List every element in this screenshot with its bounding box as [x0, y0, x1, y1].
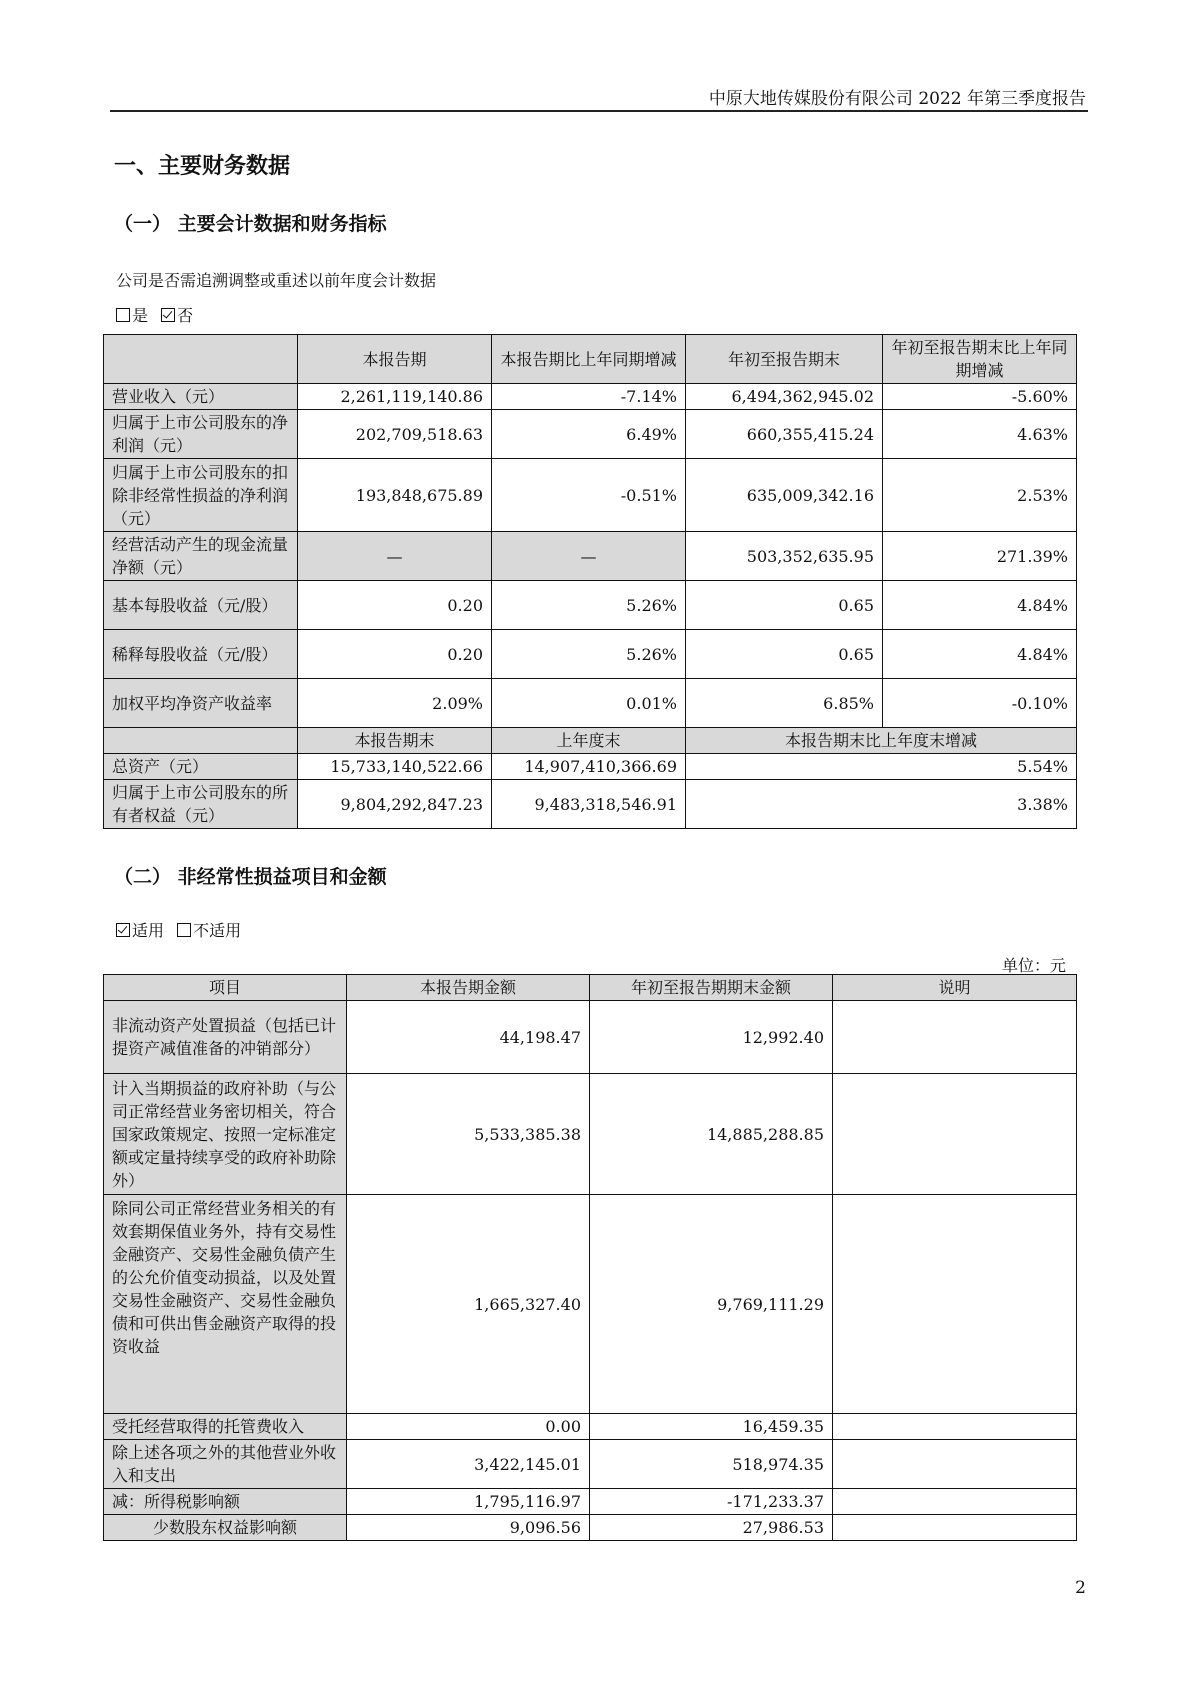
table-header-cell: 项目 [104, 975, 347, 1001]
table-cell: 5.26% [492, 630, 686, 679]
checkbox-apply-checked-icon[interactable] [116, 923, 130, 937]
table-header-cell: 本报告期金额 [347, 975, 590, 1001]
table-row [104, 532, 1077, 581]
table-subheader-cell: 本报告期末 [298, 728, 492, 754]
table-cell: 193,848,675.89 [298, 459, 492, 532]
table-cell: 44,198.47 [347, 1001, 590, 1074]
table-row [104, 630, 1077, 679]
table-cell [833, 1074, 1077, 1195]
table-row [104, 780, 1077, 829]
row-label: 总资产（元） [104, 754, 298, 780]
table-header-row [104, 335, 1077, 384]
table-cell: 202,709,518.63 [298, 410, 492, 459]
table-cell: -7.14% [492, 384, 686, 410]
table-cell: 4.84% [883, 581, 1077, 630]
table-cell: 518,974.35 [590, 1440, 833, 1489]
row-label: 计入当期损益的政府补助（与公司正常经营业务密切相关，符合国家政策规定、按照一定标准定额或定量持续享受的政府补助除外） [104, 1074, 347, 1195]
row-label: 少数股东权益影响额 [104, 1515, 347, 1541]
table-cell: -5.60% [883, 384, 1077, 410]
table-row [104, 1489, 1077, 1515]
table-row [104, 581, 1077, 630]
table-cell: 271.39% [883, 532, 1077, 581]
checkbox-not-apply-icon[interactable] [177, 923, 191, 937]
table-cell: -0.10% [883, 679, 1077, 728]
table-cell: 5.26% [492, 581, 686, 630]
table-row [104, 1074, 1077, 1195]
report-header-title: 中原大地传媒股份有限公司 2022 年第三季度报告 [708, 89, 1086, 109]
option-not-apply-label: 不适用 [193, 921, 242, 940]
table-row [104, 1440, 1077, 1489]
table-cell: 0.00 [347, 1414, 590, 1440]
subsection-title-2: （二） 非经常性损益项目和金额 [114, 866, 387, 888]
financial-data-table [103, 334, 1077, 829]
table-row [104, 459, 1077, 532]
table-header-cell: 说明 [833, 975, 1077, 1001]
table-cell: 15,733,140,522.66 [298, 754, 492, 780]
table-cell: -0.51% [492, 459, 686, 532]
table-cell: 0.65 [686, 581, 883, 630]
table-row [104, 384, 1077, 410]
table-row [104, 1001, 1077, 1074]
table-subheader-cell: 上年度末 [492, 728, 686, 754]
row-label: 减：所得税影响额 [104, 1489, 347, 1515]
row-label: 归属于上市公司股东的所有者权益（元） [104, 780, 298, 829]
table-cell: 12,992.40 [590, 1001, 833, 1074]
option-apply-label: 适用 [132, 921, 165, 940]
table-subheader-row [104, 728, 1077, 754]
table-cell: 14,885,288.85 [590, 1074, 833, 1195]
table-cell: 0.65 [686, 630, 883, 679]
row-label: 归属于上市公司股东的净利润（元） [104, 410, 298, 459]
row-label: 除同公司正常经营业务相关的有效套期保值业务外，持有交易性金融资产、交易性金融负债产生的公允价值变动损益，以及处置交易性金融资产、交易性金融负债和可供出售金融资产取得的投资收益 [104, 1195, 347, 1414]
row-label: 经营活动产生的现金流量净额（元） [104, 532, 298, 581]
table-cell: 9,483,318,546.91 [492, 780, 686, 829]
row-label: 加权平均净资产收益率 [104, 679, 298, 728]
section-title: 一、主要财务数据 [114, 154, 291, 179]
table-cell: 4.84% [883, 630, 1077, 679]
row-label: 稀释每股收益（元/股） [104, 630, 298, 679]
header-rule [110, 110, 1088, 112]
table-header-cell: 年初至报告期末 [686, 335, 883, 384]
table-cell: 4.63% [883, 410, 1077, 459]
checkbox-no-checked-icon[interactable] [161, 308, 175, 322]
table-header-cell [104, 335, 298, 384]
table-cell: 6.85% [686, 679, 883, 728]
row-label: 受托经营取得的托管费收入 [104, 1414, 347, 1440]
table-cell: 2.53% [883, 459, 1077, 532]
page-number: 2 [1075, 1578, 1086, 1598]
table-header-cell: 本报告期 [298, 335, 492, 384]
applicability-options [116, 918, 241, 941]
table-cell: 9,769,111.29 [590, 1195, 833, 1414]
unit-label: 单位：元 [1001, 956, 1066, 975]
table-cell: 3,422,145.01 [347, 1440, 590, 1489]
row-label: 非流动资产处置损益（包括已计提资产减值准备的冲销部分） [104, 1001, 347, 1074]
table-cell [833, 1440, 1077, 1489]
table-row [104, 1195, 1077, 1414]
table-cell: 635,009,342.16 [686, 459, 883, 532]
table-cell: — [492, 532, 686, 581]
table-cell: 503,352,635.95 [686, 532, 883, 581]
table-cell [833, 1489, 1077, 1515]
table-cell: 1,665,327.40 [347, 1195, 590, 1414]
table-cell: — [298, 532, 492, 581]
table-cell: 660,355,415.24 [686, 410, 883, 459]
table-cell: 2.09% [298, 679, 492, 728]
table-cell: 9,096.56 [347, 1515, 590, 1541]
table-header-cell: 年初至报告期期末金额 [590, 975, 833, 1001]
table-cell: 9,804,292,847.23 [298, 780, 492, 829]
table-cell: 0.01% [492, 679, 686, 728]
option-no-label: 否 [177, 306, 194, 325]
table-subheader-cell [104, 728, 298, 754]
table-cell: 6,494,362,945.02 [686, 384, 883, 410]
table-cell: 27,986.53 [590, 1515, 833, 1541]
table-cell [833, 1195, 1077, 1414]
table-row [104, 1414, 1077, 1440]
table-cell: 6.49% [492, 410, 686, 459]
row-label: 归属于上市公司股东的扣除非经常性损益的净利润（元） [104, 459, 298, 532]
restatement-options [116, 303, 193, 326]
option-yes-label: 是 [132, 306, 149, 325]
checkbox-yes-icon[interactable] [116, 308, 130, 322]
table-cell [833, 1001, 1077, 1074]
table-cell: 14,907,410,366.69 [492, 754, 686, 780]
non-recurring-items-table [103, 974, 1077, 1541]
table-cell: 5.54% [686, 754, 1077, 780]
table-cell: 1,795,116.97 [347, 1489, 590, 1515]
table-header-cell: 本报告期比上年同期增减 [492, 335, 686, 384]
table-row [104, 679, 1077, 728]
row-label: 营业收入（元） [104, 384, 298, 410]
table-cell [833, 1515, 1077, 1541]
table-cell [833, 1414, 1077, 1440]
table-header-cell: 年初至报告期末比上年同期增减 [883, 335, 1077, 384]
table-cell: 16,459.35 [590, 1414, 833, 1440]
row-label: 除上述各项之外的其他营业外收入和支出 [104, 1440, 347, 1489]
table-cell: 5,533,385.38 [347, 1074, 590, 1195]
table-cell: 3.38% [686, 780, 1077, 829]
table-header-row [104, 975, 1077, 1001]
table-row [104, 410, 1077, 459]
subsection-title-1: （一） 主要会计数据和财务指标 [114, 213, 387, 235]
table-cell: -171,233.37 [590, 1489, 833, 1515]
table-cell: 0.20 [298, 581, 492, 630]
table-cell: 2,261,119,140.86 [298, 384, 492, 410]
table-cell: 0.20 [298, 630, 492, 679]
table-subheader-cell: 本报告期末比上年度末增减 [686, 728, 1077, 754]
table-row [104, 1515, 1077, 1541]
row-label: 基本每股收益（元/股） [104, 581, 298, 630]
restatement-question: 公司是否需追溯调整或重述以前年度会计数据 [116, 271, 437, 290]
table-row [104, 754, 1077, 780]
